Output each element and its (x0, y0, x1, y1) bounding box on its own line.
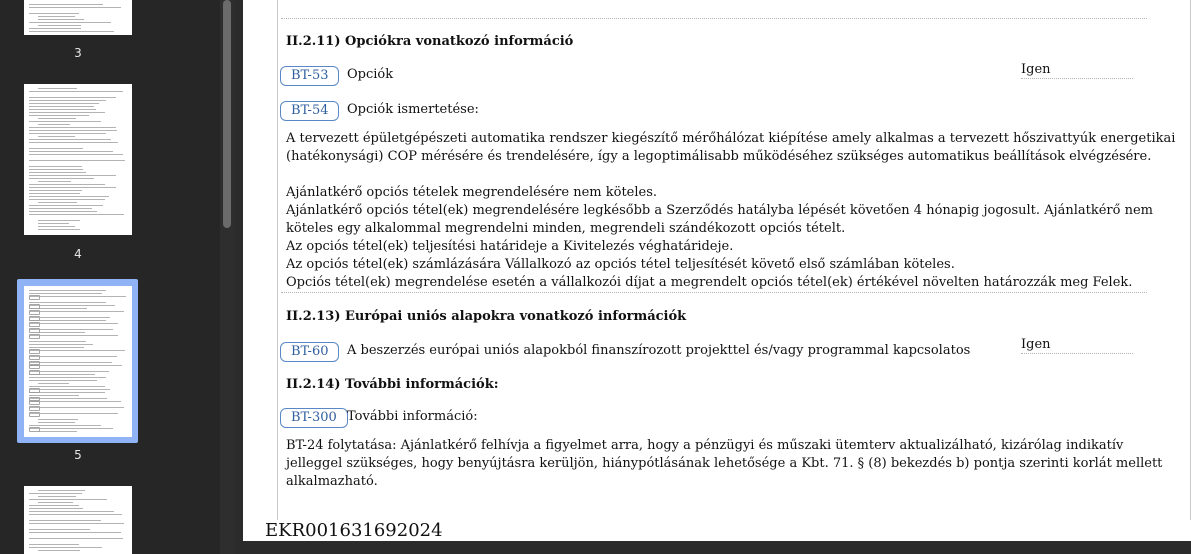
thumbnail-text-line (29, 169, 83, 170)
text-line: A tervezett épületgépészeti automatika rendszer kiegészítő mérőhálózat kiépítése amely alkalmas a tervezett hőszivattyúk energetikai (286, 131, 1176, 146)
more-info-text (286, 437, 1163, 491)
thumbnail-text-line (29, 208, 92, 209)
thumbnail-text-line (38, 136, 75, 137)
thumbnail-field-box (29, 355, 40, 360)
thumbnail-text-line (29, 305, 115, 306)
thumbnail-sidebar (0, 0, 220, 554)
thumbnail-text-line (29, 112, 105, 113)
thumbnail-text-line (38, 16, 75, 17)
text-line: Az opciós tétel(ek) teljesítési határideje a Kivitelezés véghatárideje. (286, 239, 734, 254)
thumbnail-text-line (29, 178, 94, 179)
text-line: Ajánlatkérő opciós tételek megrendelésére nem köteles. (286, 185, 658, 200)
thumbnail-text-line (29, 193, 80, 194)
thumbnail-text-line (38, 431, 77, 432)
section-heading-eu-funds: II.2.13) Európai uniós alapokra vonatkozó információk (286, 309, 687, 324)
page-thumbnail-4[interactable] (24, 84, 132, 235)
bt-60-badge: BT-60 (280, 342, 339, 362)
thumbnail-text-line (29, 151, 113, 152)
bt-60-label: A beszerzés európai uniós alapokból finanszírozott projekttel és/vagy programmal kapcsolatos (347, 343, 971, 358)
document-page (243, 0, 1191, 541)
thumbnail-text-line (29, 323, 118, 324)
thumbnail-text-line (29, 335, 118, 336)
thumbnail-text-line (29, 290, 106, 291)
thumbnail-text-line (29, 547, 102, 548)
thumbnail-text-line (38, 223, 69, 224)
thumbnail-text-line (29, 344, 93, 345)
thumbnail-text-line (29, 538, 123, 539)
thumbnail-text-line (29, 199, 105, 200)
thumbnail-text-line (29, 389, 110, 390)
thumbnail-text-line (38, 383, 69, 384)
thumbnail-text-line (29, 374, 95, 375)
dotted-divider (281, 292, 1147, 293)
text-line: jelleggel szükséges, hogy benyújtásra kerüljön, hiánypótlásának lehetősége a Kbt. 71. § (8) bekezdés b) pontja szerinti korlát mellett (286, 456, 1163, 471)
thumbnail-text-line (29, 398, 107, 399)
bt-54-label: Opciók ismertetése: (347, 102, 479, 117)
thumbnail-text-line (29, 302, 106, 303)
thumbnail-text-line (29, 401, 121, 402)
thumbnail-text-line (29, 154, 123, 155)
page-frame-left (277, 0, 278, 520)
thumbnail-text-line (29, 511, 114, 512)
thumbnail-text-line (29, 166, 82, 167)
thumbnail-text-line (29, 121, 101, 122)
thumbnail-text-line (29, 100, 106, 101)
thumbnail-text-line (29, 493, 82, 494)
thumbnail-text-line (38, 88, 77, 89)
text-line: (hatékonysági) COP mérésére és trendelésére, így a legoptimálisabb működéséhez szükséges automatikus beállítások elvégzésére. (286, 149, 1152, 164)
thumbnail-text-line (38, 25, 81, 26)
thumbnail-text-line (29, 296, 126, 297)
thumbnail-text-line (38, 419, 78, 420)
thumbnail-text-line (29, 28, 81, 29)
thumbnail-text-line (29, 380, 97, 381)
thumbnail-text-line (38, 496, 76, 497)
thumbnail-text-line (29, 523, 124, 524)
text-line: köteles egy alkalommal megrendelni minden, megrendeli szándékozott opciós tételt. (286, 221, 846, 236)
thumbnail-text-line (29, 205, 103, 206)
thumbnail-text-line (29, 505, 79, 506)
bt-54-badge: BT-54 (280, 101, 339, 121)
thumbnail-text-line (29, 139, 111, 140)
thumbnail-text-line (29, 371, 109, 372)
thumbnail-text-line (29, 514, 122, 515)
thumbnail-text-line (29, 347, 84, 348)
bt-53-badge: BT-53 (280, 66, 339, 86)
thumbnail-text-line (29, 127, 116, 128)
thumbnail-text-line (29, 7, 121, 8)
viewer-bottom-edge (234, 541, 1191, 554)
thumbnail-text-line (29, 508, 83, 509)
thumbnail-text-line (38, 202, 77, 203)
text-line: BT-24 folytatása: Ajánlatkérő felhívja a figyelmet arra, hogy a pénzügyi és műszaki ütemterv aktualizálható, kizárólag indikatív (286, 438, 1124, 453)
thumbnail-text-line (29, 392, 105, 393)
page-thumbnail-label: 4 (74, 247, 82, 261)
page-thumbnail-3[interactable] (24, 0, 132, 35)
thumbnail-text-line (29, 329, 113, 330)
thumbnail-field-box (29, 334, 40, 339)
thumbnail-text-line (29, 22, 111, 23)
thumbnail-text-line (29, 187, 116, 188)
dotted-divider (281, 18, 1147, 19)
sidebar-scrollbar[interactable] (220, 0, 234, 554)
thumbnail-text-line (29, 544, 79, 545)
thumbnail-text-line (29, 377, 106, 378)
thumbnail-text-line (29, 532, 121, 533)
section-heading-options: II.2.11) Opciókra vonatkozó információ (286, 34, 574, 49)
thumbnail-text-line (29, 103, 99, 104)
thumbnail-text-line (29, 350, 125, 351)
thumbnail-text-line (29, 356, 117, 357)
thumbnail-text-line (29, 115, 89, 116)
thumbnail-text-line (38, 181, 71, 182)
section-heading-more-info: II.2.14) További információk: (286, 377, 499, 392)
bt-53-value: Igen (1021, 62, 1133, 79)
thumbnail-text-line (38, 220, 80, 221)
thumbnail-text-line (29, 293, 102, 294)
thumbnail-text-line (38, 490, 85, 491)
bt-300-badge: BT-300 (280, 408, 348, 428)
thumbnail-text-line (38, 19, 84, 20)
thumbnail-field-box (29, 295, 40, 300)
thumbnail-field-box (29, 400, 40, 405)
thumbnail-field-box (29, 322, 40, 327)
thumbnail-text-line (29, 365, 122, 366)
thumbnail-text-line (29, 142, 118, 143)
thumbnail-text-line (38, 332, 85, 333)
thumbnail-text-line (29, 413, 118, 414)
thumbnail-text-line (29, 341, 86, 342)
thumbnail-text-line (29, 175, 116, 176)
thumbnail-text-line (38, 118, 76, 119)
thumbnail-text-line (29, 211, 97, 212)
bt-53-label: Opciók (347, 67, 394, 82)
thumbnail-text-line (38, 124, 70, 125)
thumbnail-text-line (38, 229, 80, 230)
text-line (286, 166, 1156, 184)
page-thumbnail-label: 5 (74, 448, 82, 462)
thumbnail-text-line (38, 422, 75, 423)
bt-60-value: Igen (1021, 337, 1133, 354)
thumbnail-text-line (29, 386, 105, 387)
page-thumbnail-label: 3 (74, 46, 82, 60)
thumbnail-field-box (29, 406, 40, 411)
thumbnail-text-line (29, 184, 105, 185)
page-thumbnail-5[interactable] (24, 286, 132, 437)
text-line: alkalmazható. (286, 474, 378, 489)
thumbnail-field-box (29, 412, 40, 417)
bt-300-label: További információ: (347, 409, 478, 424)
options-description (286, 130, 1176, 292)
thumbnail-text-line (38, 502, 73, 503)
thumbnail-text-line (29, 133, 106, 134)
thumbnail-text-line (29, 190, 82, 191)
document-id: EKR001631692024 (265, 520, 443, 541)
thumbnail-text-line (29, 362, 112, 363)
thumbnail-text-line (29, 109, 96, 110)
thumbnail-text-line (29, 308, 87, 309)
text-line: Ajánlatkérő opciós tétel(ek) megrendelésére legkésőbb a Szerződés hatályba lépését követően 4 hónapig jogosult. Ajánlatkérő nem (286, 203, 1153, 218)
thumbnail-text-line (29, 172, 86, 173)
text-line: Opciós tétel(ek) megrendelése esetén a vállalkozói díjat a megrendelt opciós tétel(ek) értékével növelten határozzák meg Felek. (286, 275, 1133, 290)
thumbnail-text-line (38, 550, 80, 551)
thumbnail-text-line (29, 4, 103, 5)
text-line: Az opciós tétel(ek) számlázására Vállalkozó az opciós tétel teljesítését követő első számlában köteles. (286, 257, 955, 272)
thumbnail-text-line (29, 214, 124, 215)
thumbnail-text-line (29, 160, 125, 161)
thumbnail-text-line (29, 320, 106, 321)
thumbnail-text-line (38, 226, 75, 227)
thumbnail-field-box (29, 349, 40, 354)
thumbnail-text-line (29, 31, 114, 32)
thumbnail-text-line (29, 311, 124, 312)
thumbnail-text-line (29, 13, 79, 14)
thumbnail-field-box (29, 364, 40, 369)
thumbnail-text-line (29, 529, 90, 530)
thumbnail-text-line (29, 130, 117, 131)
scrollbar-thumb[interactable] (223, 0, 231, 228)
thumbnail-text-line (29, 407, 124, 408)
thumbnail-text-line (29, 428, 113, 429)
thumbnail-text-line (29, 148, 83, 149)
thumbnail-text-line (29, 425, 101, 426)
page-thumbnail-6[interactable] (24, 486, 132, 554)
thumbnail-text-line (29, 395, 79, 396)
thumbnail-text-line (29, 196, 109, 197)
thumbnail-text-line (29, 499, 107, 500)
thumbnail-text-line (29, 317, 110, 318)
thumbnail-text-line (29, 520, 101, 521)
thumbnail-field-box (29, 310, 40, 315)
thumbnail-text-line (29, 97, 116, 98)
thumbnail-text-line (29, 106, 94, 107)
thumbnail-text-line (29, 91, 123, 92)
